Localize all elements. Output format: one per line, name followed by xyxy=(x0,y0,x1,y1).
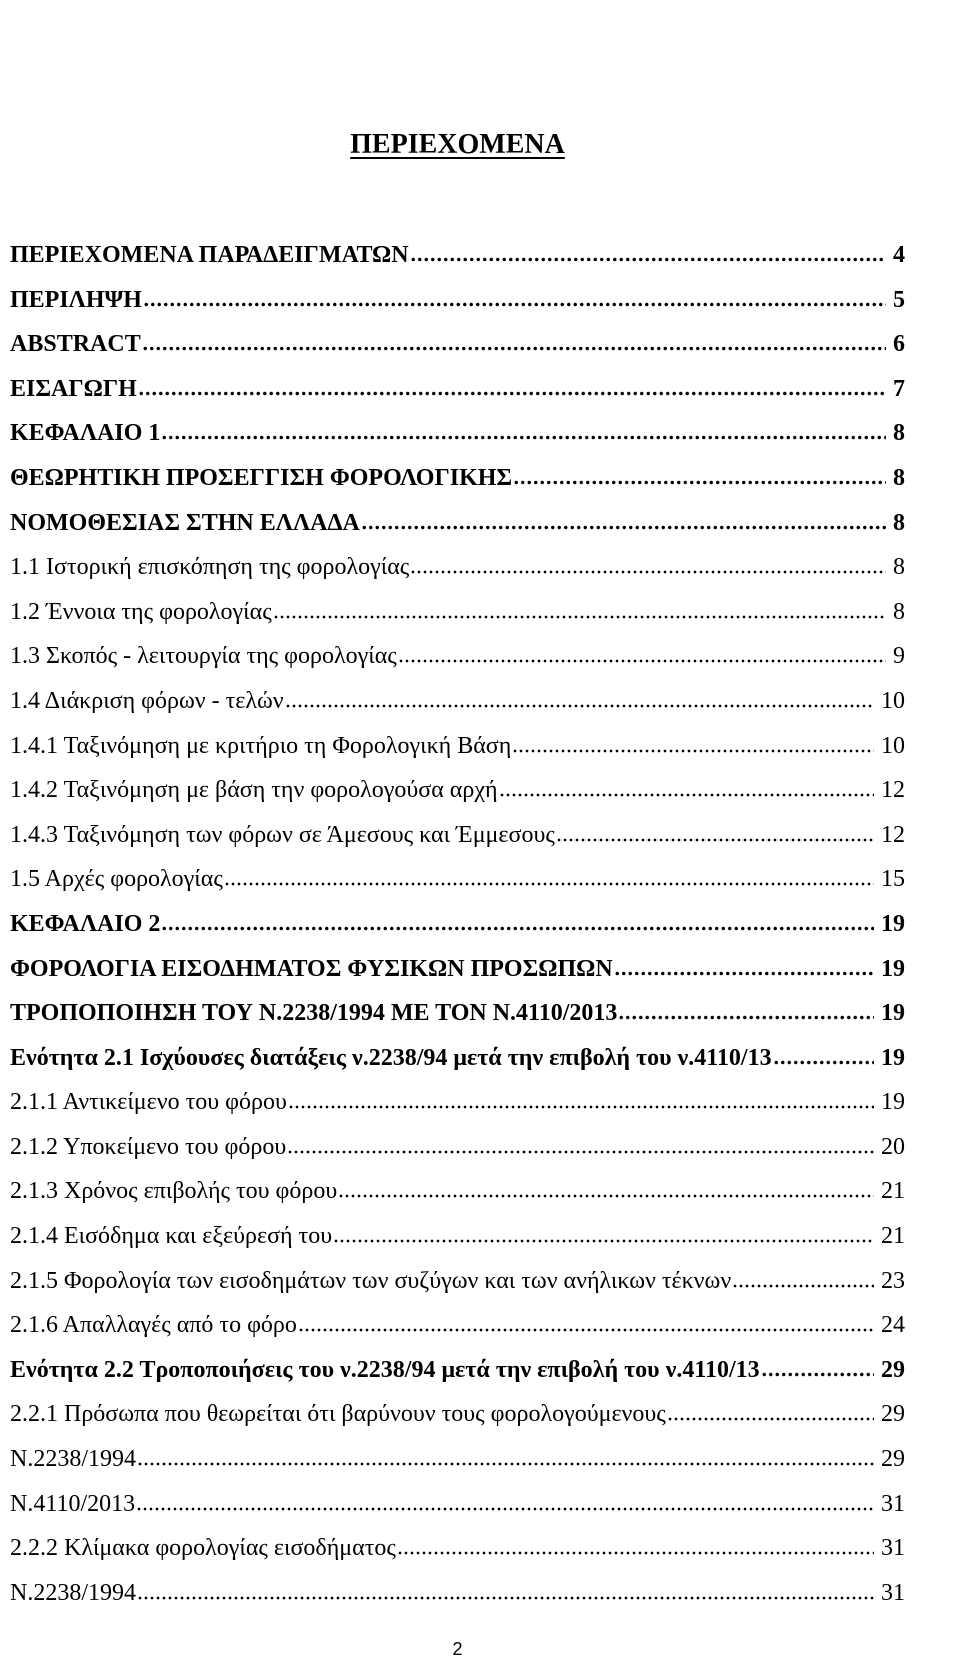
toc-entry-label: 1.4.2 Ταξινόμηση με βάση την φορολογούσα αρχή xyxy=(10,777,498,804)
toc-entry xyxy=(10,902,905,947)
toc-entry xyxy=(10,991,905,1036)
toc-entry-label: ΠΕΡΙΕΧΟΜΕΝΑ ΠΑΡΑΔΕΙΓΜΑΤΩΝ xyxy=(10,242,409,268)
toc-list xyxy=(10,233,905,1615)
toc-dot-leader xyxy=(398,653,886,663)
toc-dot-leader xyxy=(288,1099,874,1109)
toc-entry-label: 1.3 Σκοπός - λειτουργία της φορολογίας xyxy=(10,643,397,670)
toc-entry-page-number: 6 xyxy=(893,331,905,358)
toc-entry-label: 1.4.3 Ταξινόμηση των φόρων σε Άμεσους και Έμμεσους xyxy=(10,821,555,848)
page-number: 2 xyxy=(452,1639,463,1659)
toc-entry xyxy=(10,1080,905,1125)
toc-entry-label: 1.4.1 Ταξινόμηση με κριτήριο τη Φορολογική Βάση xyxy=(10,732,512,759)
toc-entry-label: ΚΕΦΑΛΑΙΟ 1 xyxy=(10,420,161,447)
toc-entry-page-number: 23 xyxy=(881,1267,905,1294)
toc-dot-leader xyxy=(410,252,886,262)
toc-entry xyxy=(10,367,905,412)
toc-entry-page-number: 29 xyxy=(881,1446,905,1473)
toc-dot-leader xyxy=(143,297,886,307)
toc-entry-page-number: 12 xyxy=(881,821,905,848)
toc-entry-page-number: 8 xyxy=(893,598,905,625)
toc-entry-page-number: 10 xyxy=(881,687,905,714)
toc-dot-leader xyxy=(513,475,886,485)
toc-entry-page-number: 8 xyxy=(893,464,905,491)
toc-entry-label: ABSTRACT xyxy=(10,331,141,358)
toc-entry-page-number: 24 xyxy=(881,1312,905,1339)
toc-entry-page-number: 15 xyxy=(881,866,905,893)
toc-entry-label: 2.2.2 Κλίμακα φορολογίας εισοδήματος xyxy=(10,1535,396,1562)
toc-entry xyxy=(10,411,905,456)
toc-dot-leader xyxy=(142,341,886,351)
toc-entry-page-number: 29 xyxy=(881,1356,905,1383)
toc-entry-label: ΠΕΡΙΛΗΨΗ xyxy=(10,286,142,313)
toc-dot-leader xyxy=(136,1501,874,1511)
toc-dot-leader xyxy=(333,1233,874,1243)
toc-entry-page-number: 19 xyxy=(881,955,905,982)
toc-entry-label: Ν.2238/1994 xyxy=(10,1579,136,1606)
toc-entry xyxy=(10,813,905,858)
toc-dot-leader xyxy=(410,564,886,574)
toc-entry-label: 1.4 Διάκριση φόρων - τελών xyxy=(10,687,284,714)
toc-entry xyxy=(10,545,905,590)
toc-entry-label: ΝΟΜΟΘΕΣΙΑΣ ΣΤΗΝ ΕΛΛΑΔΑ xyxy=(10,509,360,536)
toc-dot-leader xyxy=(224,876,874,886)
toc-entry-page-number: 21 xyxy=(881,1223,905,1250)
toc-entry xyxy=(10,1437,905,1482)
toc-entry-page-number: 19 xyxy=(881,1044,905,1071)
toc-entry xyxy=(10,1571,905,1616)
toc-entry-label: ΕΙΣΑΓΩΓΗ xyxy=(10,375,137,402)
toc-entry-label: Ενότητα 2.2 Τροποποιήσεις του ν.2238/94 μετά την επιβολή του ν.4110/13 xyxy=(10,1356,760,1383)
toc-entry-label: Ν.4110/2013 xyxy=(10,1490,136,1517)
toc-entry-label: ΘΕΩΡΗΤΙΚΗ ΠΡΟΣΕΓΓΙΣΗ ΦΟΡΟΛΟΓΙΚΗΣ xyxy=(10,464,513,491)
toc-entry-page-number: 9 xyxy=(893,643,905,670)
toc-dot-leader xyxy=(298,1322,874,1332)
toc-entry-label: 1.2 Έννοια της φορολογίας xyxy=(10,598,272,625)
toc-dot-leader xyxy=(273,609,886,619)
toc-entry xyxy=(10,1526,905,1571)
toc-dot-leader xyxy=(137,1456,874,1466)
toc-entry-label: 2.1.5 Φορολογία των εισοδημάτων των συζύγων και των ανήλικων τέκνων xyxy=(10,1267,732,1294)
toc-entry-page-number: 12 xyxy=(881,777,905,804)
toc-entry-page-number: 10 xyxy=(881,732,905,759)
toc-entry-label: Ν.2238/1994 xyxy=(10,1446,136,1473)
toc-dot-leader xyxy=(287,1144,874,1154)
toc-dot-leader xyxy=(761,1367,874,1377)
toc-entry-page-number: 20 xyxy=(881,1133,905,1160)
toc-entry-page-number: 31 xyxy=(881,1490,905,1517)
toc-entry-page-number: 4 xyxy=(893,242,905,268)
toc-dot-leader xyxy=(732,1278,874,1288)
page-title xyxy=(10,126,905,164)
toc-entry-label: 2.1.3 Χρόνος επιβολής του φόρου xyxy=(10,1178,338,1205)
toc-entry-page-number: 8 xyxy=(893,509,905,536)
toc-entry xyxy=(10,768,905,813)
toc-entry xyxy=(10,456,905,501)
toc-entry xyxy=(10,233,905,278)
toc-entry xyxy=(10,1348,905,1393)
toc-entry xyxy=(10,1169,905,1214)
toc-entry xyxy=(10,501,905,546)
toc-entry-label: 2.1.2 Υποκείμενο του φόρου xyxy=(10,1133,287,1160)
toc-entry-page-number: 7 xyxy=(893,375,905,402)
toc-dot-leader xyxy=(773,1055,874,1065)
toc-entry-page-number: 5 xyxy=(893,286,905,313)
toc-entry-label: ΤΡΟΠΟΠΟΙΗΣΗ ΤΟΥ Ν.2238/1994 ΜΕ ΤΟΝ Ν.4110/2013 xyxy=(10,1000,618,1027)
toc-dot-leader xyxy=(285,698,874,708)
toc-entry-page-number: 31 xyxy=(881,1579,905,1606)
toc-dot-leader xyxy=(137,1590,874,1600)
toc-dot-leader xyxy=(556,832,874,842)
toc-entry-page-number: 29 xyxy=(881,1401,905,1428)
toc-dot-leader xyxy=(667,1411,874,1421)
toc-entry xyxy=(10,679,905,724)
toc-entry xyxy=(10,1036,905,1081)
toc-entry-label: 1.5 Αρχές φορολογίας xyxy=(10,866,223,893)
toc-entry xyxy=(10,1214,905,1259)
toc-dot-leader xyxy=(361,520,886,530)
toc-entry-page-number: 31 xyxy=(881,1535,905,1562)
toc-dot-leader xyxy=(161,921,874,931)
toc-entry-page-number: 19 xyxy=(881,1089,905,1116)
toc-entry-label: ΦΟΡΟΛΟΓΙΑ ΕΙΣΟΔΗΜΑΤΟΣ ΦΥΣΙΚΩΝ ΠΡΟΣΩΠΩΝ xyxy=(10,955,613,982)
toc-entry xyxy=(10,1482,905,1527)
toc-entry-label: ΚΕΦΑΛΑΙΟ 2 xyxy=(10,910,161,937)
page-title-text: ΠΕΡΙΕΧΟΜΕΝΑ xyxy=(350,129,565,160)
toc-entry-label: 2.2.1 Πρόσωπα που θεωρείται ότι βαρύνουν τους φορολογούμενους xyxy=(10,1401,666,1428)
toc-entry-page-number: 8 xyxy=(893,420,905,447)
toc-entry xyxy=(10,1259,905,1304)
toc-entry xyxy=(10,1125,905,1170)
toc-entry-page-number: 19 xyxy=(881,1000,905,1027)
toc-entry xyxy=(10,857,905,902)
toc-dot-leader xyxy=(138,386,886,396)
toc-entry xyxy=(10,724,905,769)
toc-entry-page-number: 21 xyxy=(881,1178,905,1205)
toc-dot-leader xyxy=(499,787,874,797)
toc-entry xyxy=(10,1392,905,1437)
toc-entry xyxy=(10,1303,905,1348)
toc-dot-leader xyxy=(614,966,874,976)
toc-entry-label: 2.1.4 Εισόδημα και εξεύρεσή του xyxy=(10,1223,333,1250)
toc-entry xyxy=(10,322,905,367)
toc-entry-label: 2.1.6 Απαλλαγές από το φόρο xyxy=(10,1312,297,1339)
toc-entry xyxy=(10,278,905,323)
toc-entry xyxy=(10,634,905,679)
toc-entry xyxy=(10,590,905,635)
toc-dot-leader xyxy=(161,430,886,440)
toc-dot-leader xyxy=(618,1010,874,1020)
toc-entry-label: Ενότητα 2.1 Ισχύουσες διατάξεις ν.2238/94 μετά την επιβολή του ν.4110/13 xyxy=(10,1044,772,1071)
toc-entry-page-number: 19 xyxy=(881,910,905,937)
toc-dot-leader xyxy=(397,1545,874,1555)
toc-entry-label: 2.1.1 Αντικείμενο του φόρου xyxy=(10,1089,287,1116)
toc-dot-leader xyxy=(512,743,874,753)
toc-entry-label: 1.1 Ιστορική επισκόπηση της φορολογίας xyxy=(10,554,410,581)
toc-dot-leader xyxy=(338,1188,874,1198)
toc-entry-page-number: 8 xyxy=(893,554,905,581)
toc-entry xyxy=(10,947,905,992)
